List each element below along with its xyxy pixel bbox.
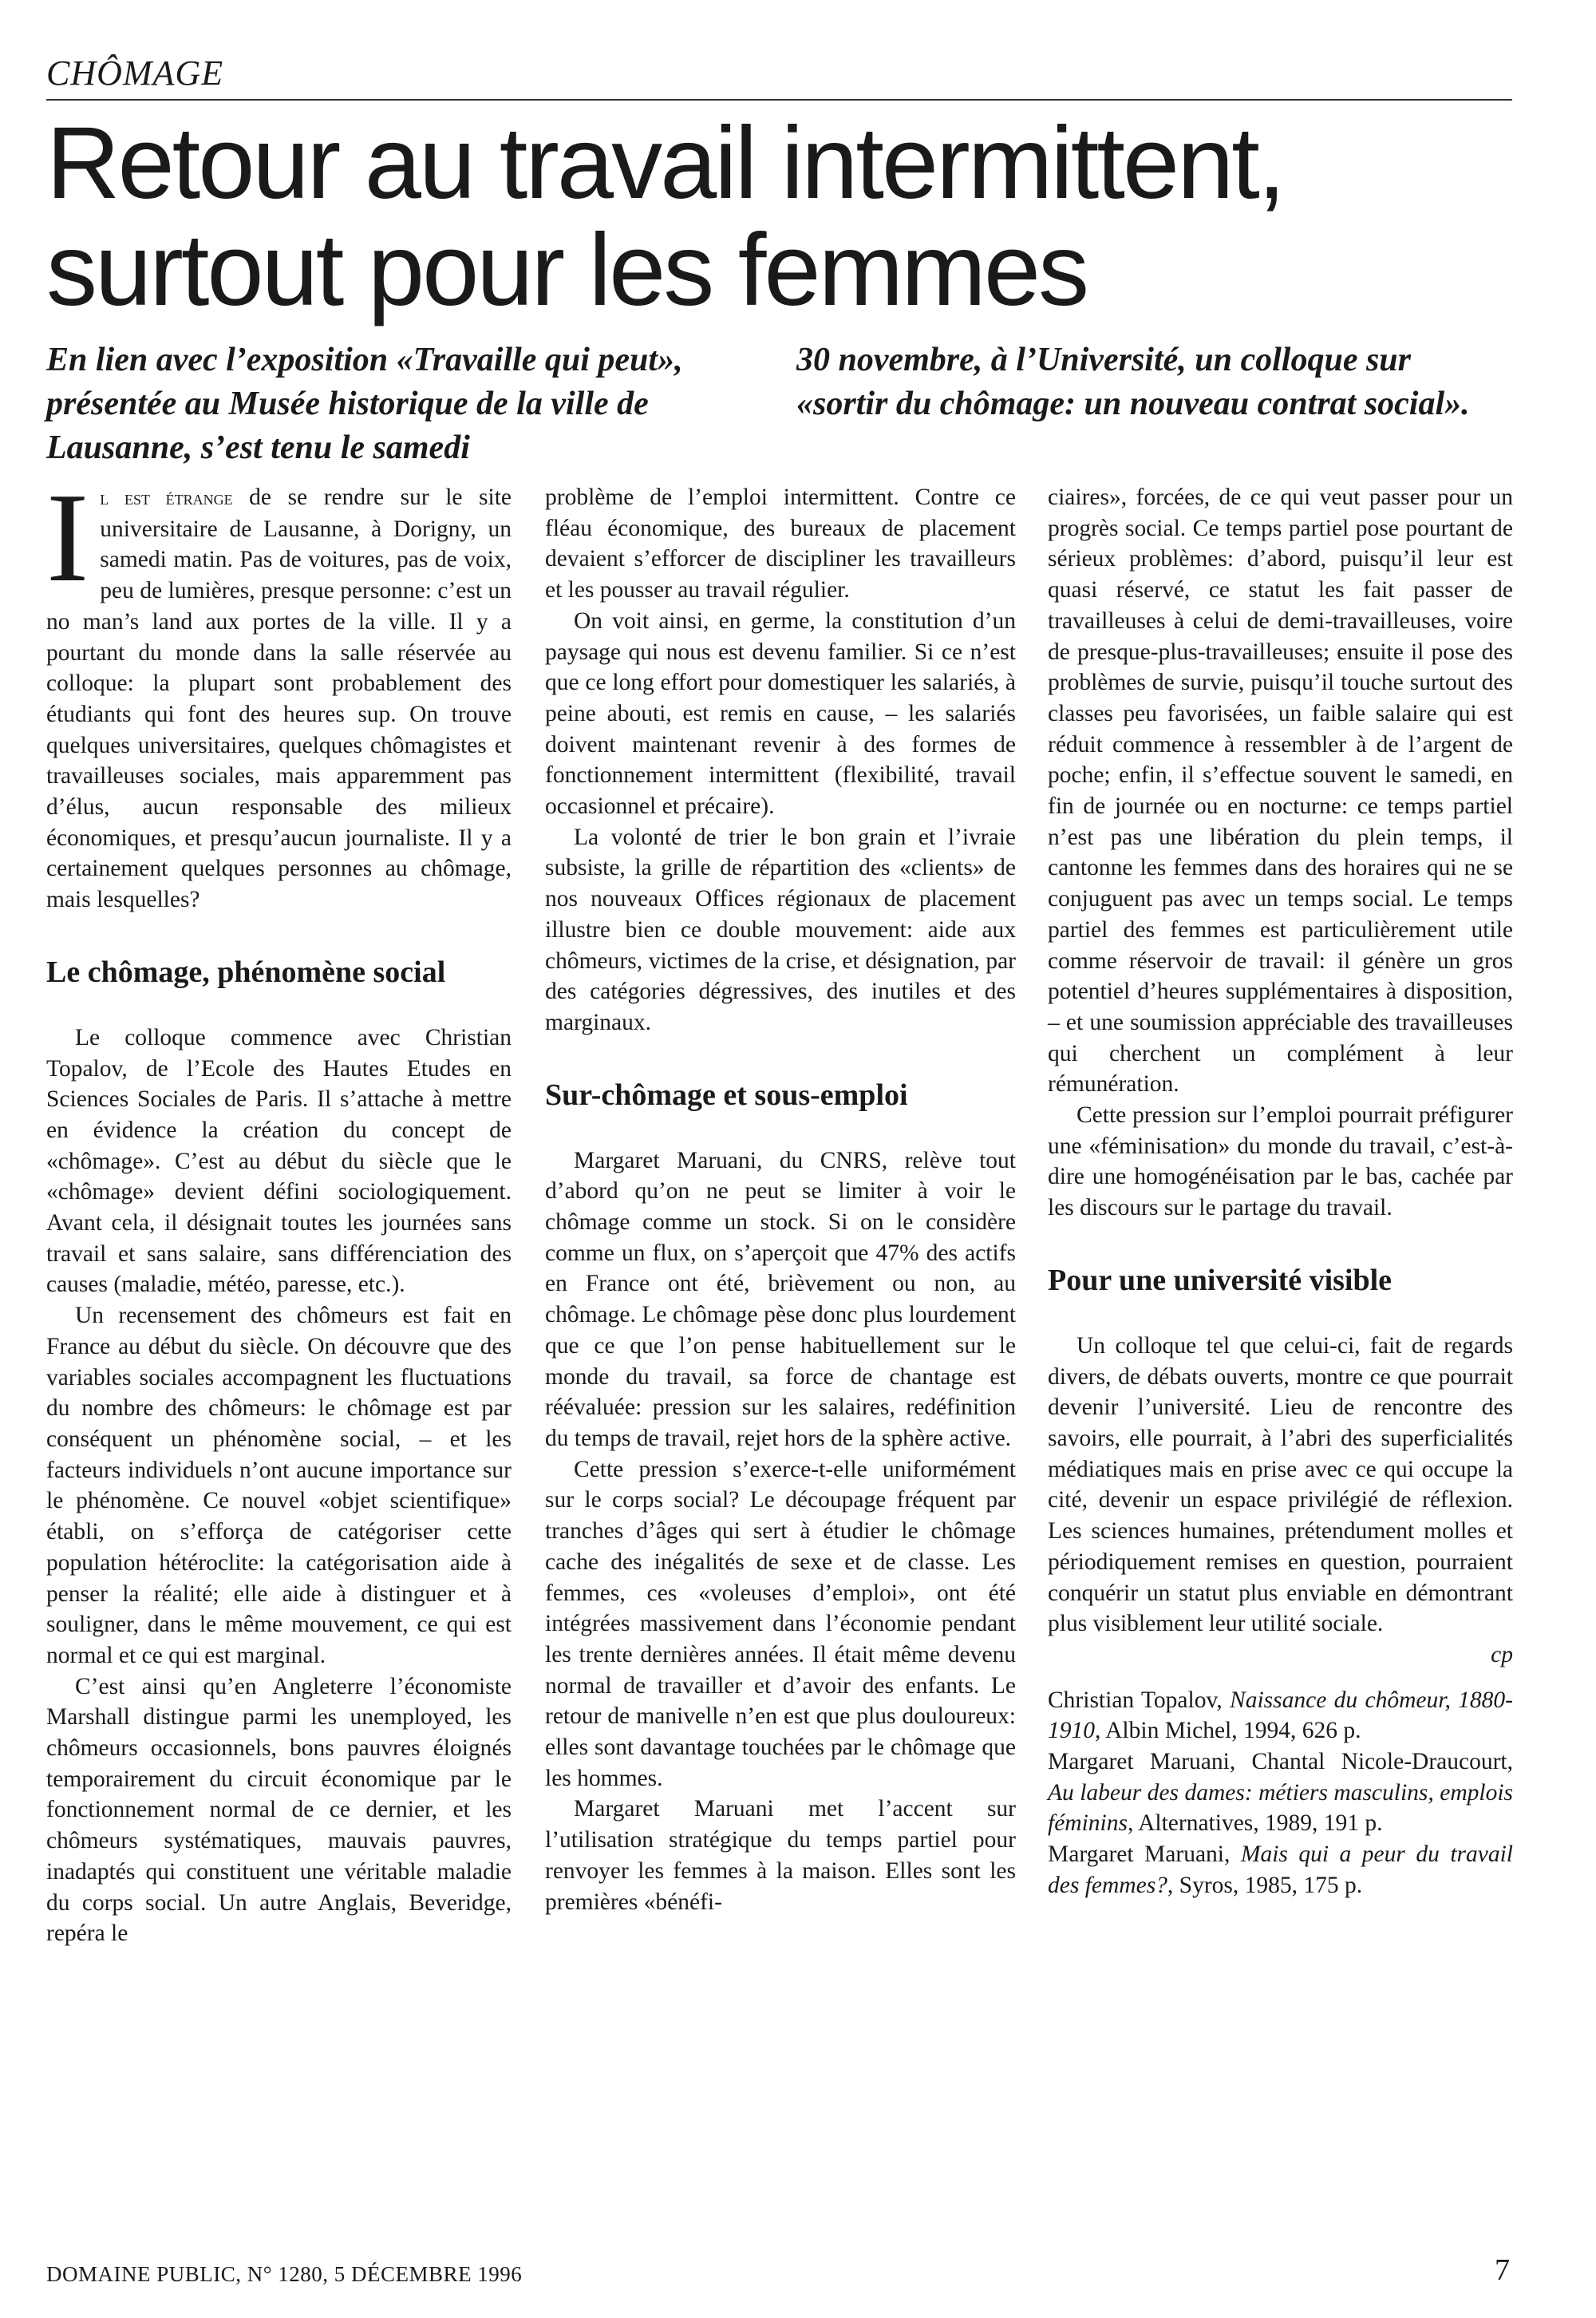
- reference-title: Au labeur des dames: métiers masculins, emplois féminins: [1048, 1779, 1513, 1837]
- reference: [1048, 1685, 1513, 1746]
- section-rubric: CHÔMAGE: [46, 53, 224, 93]
- reference-details: , Syros, 1985, 175 p.: [1167, 1872, 1363, 1898]
- author-signature: cp: [1491, 1641, 1513, 1667]
- reference-author: Margaret Maruani, Chantal Nicole-Draucourt,: [1048, 1749, 1513, 1775]
- reference: [1048, 1746, 1513, 1839]
- opening-paragraph: [46, 466, 512, 916]
- drop-cap: I: [46, 466, 89, 608]
- paragraph: Le colloque commence avec Christian Topalov, de l’Ecole des Hautes Etudes en Sciences Sociales de Paris. Il s’attache à mettre en évidence la création du concept de «chômage». C’est au début du siècle que le «chômage» devient défini sociologiquement. Avant cela, il désignait toutes les journées sans travail et sans salaire, sans différenciation des causes (maladie, météo, paresse, etc.).: [46, 1024, 512, 1298]
- subheading-sur-chomage: Sur-chômage et sous-emploi: [545, 1078, 908, 1112]
- bibliography: [1048, 1685, 1513, 1901]
- reference: [1048, 1839, 1513, 1901]
- column-2: [545, 482, 1016, 1917]
- paragraph: On voit ainsi, en germe, la constitution d’un paysage qui nous est devenu familier. Si ce n’est que ce long effort pour domestiquer les salariés, à peine abouti, est remis en cause, – les salariés doivent maintenant revenir à des formes de fonctionnement intermittent (flexibilité, travail occasionnel et précaire).: [545, 607, 1016, 820]
- paragraph: Margaret Maruani, du CNRS, relève tout d’abord qu’on ne peut se limiter à voir le chômage comme un stock. Si on le considère comme un flux, on s’aperçoit que 47% des actifs en France ont été, brièvement ou non, au chômage. Le chômage pèse donc plus lourdement que ce que l’on pense habituellement sur le monde du travail, sa force de chantage est réévaluée: pression sur les salaires, redéfinition du temps de travail, rejet hors de la sphère active.: [545, 1147, 1016, 1451]
- footer-publication: DOMAINE PUBLIC, N° 1280, 5 DÉCEMBRE 1996: [46, 2262, 523, 2286]
- paragraph: C’est ainsi qu’en Angleterre l’économiste Marshall distingue parmi les unemployed, les chômeurs occasionnels, bons pauvres éloignés temporairement du circuit économique par le fonctionnement normal de ce dernier, et les chômeurs systématiques, mauvais pauvres, inadaptés qui constituent une véritable maladie du corps social. Un autre Anglais, Beveridge, repéra le: [46, 1673, 512, 1947]
- reference-details: , Alternatives, 1989, 191 p.: [1127, 1810, 1383, 1837]
- reference-author: Christian Topalov,: [1048, 1687, 1231, 1713]
- paragraph: Un recensement des chômeurs est fait en France au début du siècle. On découvre que des variables sociales accompagnent les fluctuations du nombre des chômeurs: le chômage est par conséquent un phénomène social, – et les facteurs individuels n’ont aucune importance sur le phénomène. Ce nouvel «objet scientifique» établi, on s’efforça de catégoriser cette population hétéroclite: la catégorisation aide à penser la réalité; elle aide à distinguer et à souligner, dans le même mouvement, ce qui est normal et ce qui est marginal.: [46, 1303, 512, 1668]
- opening-small-caps: l est étrange: [100, 486, 233, 509]
- paragraph: Un colloque tel que celui-ci, fait de regards divers, de débats ouverts, montre ce que pourrait devenir l’université. Lieu de rencontre des savoirs, elle pourrait, à l’abri des superficialités médiatiques mais en prise avec ce qui occupe la cité, devenir un espace privilégié de réflexion. Les sciences humaines, prétendument molles et périodiquement remises en question, pourraient conquérir un statut plus enviable en démontrant plus visiblement leur utilité sociale.: [1048, 1332, 1513, 1637]
- paragraph: La volonté de trier le bon grain et l’ivraie subsiste, la grille de répartition des «clients» de nos nouveaux Offices régionaux de placement illustre bien ce double mouvement: aide aux chômeurs, victimes de la crise, et désignation, par des catégories dégressives, des inutiles et des marginaux.: [545, 824, 1016, 1035]
- headline-line-2: surtout pour les femmes: [46, 213, 1087, 327]
- column-1: [46, 466, 512, 1949]
- reference-details: , Albin Michel, 1994, 626 p.: [1095, 1718, 1361, 1744]
- subheading-chomage-phenomene-social: Le chômage, phénomène social: [46, 955, 446, 989]
- headline-line-1: Retour au travail intermittent,: [46, 106, 1284, 220]
- paragraph: Cette pression sur l’emploi pourrait préfigurer une «féminisation» du monde du travail, c’est-à-dire une homogénéisation par le bas, cachée par les discours sur le partage du travail.: [1048, 1102, 1513, 1221]
- reference-title: Naissance du chômeur, 1880-1910: [1048, 1687, 1514, 1744]
- lead-part-2: 30 novembre, à l’Université, un colloque sur «sortir du chômage: un nouveau contrat social».: [796, 342, 1470, 422]
- rubric-rule: [46, 99, 1512, 101]
- reference-author: Margaret Maruani,: [1048, 1841, 1241, 1868]
- subheading-universite-visible: Pour une université visible: [1048, 1263, 1393, 1297]
- page-number: 7: [1495, 2253, 1510, 2287]
- reference-title: Mais qui a peur du travail des femmes?: [1048, 1841, 1514, 1898]
- paragraph: problème de l’emploi intermittent. Contre ce fléau économique, des bureaux de placement devaient s’efforcer de discipliner les travailleurs et les pousser au travail régulier.: [545, 485, 1016, 603]
- column-3: [1048, 482, 1513, 1901]
- paragraph: Margaret Maruani met l’accent sur l’utilisation stratégique du temps partiel pour renvoyer les femmes à la maison. Elles sont les premières «bénéfi-: [545, 1796, 1016, 1915]
- paragraph: Cette pression s’exerce-t-elle uniformément sur le corps social? Le découpage fréquent par tranches d’âges qui sert à étudier le chômage cache des inégalités de sexe et de classe. Les femmes, ces «voleuses d’emploi», ont été intégrées massivement dans l’économie pendant les trente dernières années. Il était même devenu normal de travailler et d’avoir des enfants. Le retour de manivelle n’en est que plus douloureux: elles sont davantage touchées par le chômage que les hommes.: [545, 1456, 1016, 1791]
- lead-part-1: En lien avec l’exposition «Travaille qui peut», présentée au Musée historique de la ville de Lausanne, s’est tenu le samedi: [46, 342, 683, 466]
- paragraph: ciaires», forcées, de ce qui veut passer pour un progrès social. Ce temps partiel pose pourtant de sérieux problèmes: d’abord, puisqu’il leur est quasi réservé, ce statut les fait passer de travailleuses à celui de demi-travailleuses, voire de presque-plus-travailleuses; ensuite il pose des problèmes de survie, puisqu’il touche surtout des classes peu favorisées, un faible salaire qui est réduit commence à ressembler à de l’argent de poche; enfin, il s’effectue souvent le samedi, en fin de journée ou en nocturne: ce temps partiel n’est pas une libération du plein temps, il cantonne les femmes dans des horaires qui ne se conjuguent pas avec un temps social. Le temps partiel des femmes est particulièrement utile comme réservoir de travail: il génère un gros potentiel d’heures supplémentaires à disposition, – et une soumission appréciable des travailleuses qui cherchent un complément à leur rémunération.: [1048, 485, 1513, 1098]
- headline: [46, 106, 1507, 327]
- opening-text: de se rendre sur le site universitaire de Lausanne, à Dorigny, un samedi matin. Pas de voitures, pas de voix, peu de lumières, presque personne: c’est un no man’s land aux portes de la ville. Il y a pourtant du monde dans la salle réservée au colloque: la plupart sont probablement des étudiants qui font des heures sup. On trouve quelques universitaires, quelques chômagistes et travailleuses sociales, mais apparemment pas d’élus, aucun responsable des milieux économiques, et presqu’aucun journaliste. Il y a certainement quelques personnes au chômage, mais lesquelles?: [46, 485, 512, 913]
